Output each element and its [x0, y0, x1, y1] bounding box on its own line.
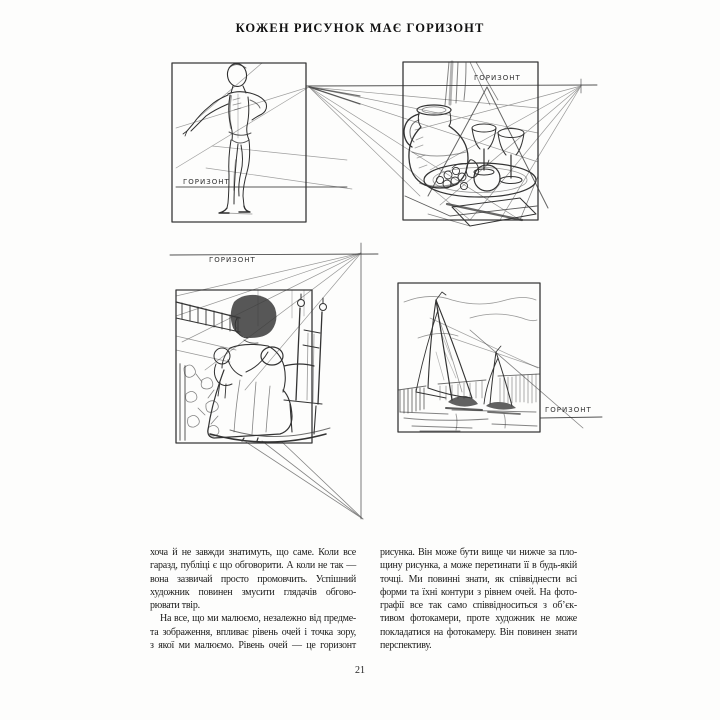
sketch-still-life: [306, 62, 597, 226]
text-line: точці. Ми повинні знати, як співвіднести всі: [380, 573, 577, 585]
text-line: перспективу.: [380, 640, 432, 652]
text-column-right: [380, 546, 577, 652]
page-title: КОЖЕН РИСУНОК МАЄ ГОРИЗОНТ: [235, 21, 485, 35]
text-line: художник повинен змусити глядачів обгово-: [150, 586, 356, 598]
sketch-standing-figure: [176, 62, 352, 214]
text-line: форми та їхні контури з рівнем очей. На фото-: [380, 586, 577, 598]
text-column-left: [150, 546, 356, 652]
text-line: хоча й не завжди знатимуть, що саме. Коли все: [150, 547, 356, 558]
horizon-label-standing-figure: ГОРИЗОНТ: [183, 178, 230, 186]
text-line: щину рисунка, а може перетинати її в будь-якій: [380, 560, 577, 572]
text-line: та зображення, впливає рівень очей і точка зору,: [150, 626, 356, 638]
body-text: [150, 546, 577, 652]
text-line: На все, що ми малюємо, незалежно від предме-: [160, 613, 356, 625]
horizon-label-seated-woman: ГОРИЗОНТ: [209, 256, 256, 264]
text-line: рисунка. Він може бути вище чи нижче за пло-: [380, 547, 577, 558]
text-line: покладатися на фотокамеру. Він повинен знати: [380, 626, 577, 638]
text-line: графії все так само співвідноситься з об’єк-: [380, 600, 577, 612]
figure-frames: [172, 62, 540, 443]
text-line: рювати твір.: [150, 600, 200, 612]
page-number: 21: [355, 665, 365, 676]
text-line: з якої ми малюємо. Рівень очей — це горизонт: [150, 640, 356, 652]
text-line: гаразд, публіці є що обговорити. А коли не так —: [150, 560, 356, 572]
sketch-seated-woman: [170, 243, 378, 519]
horizon-label-sailboats: ГОРИЗОНТ: [545, 406, 592, 414]
text-line: тивом фотокамери, проте художник не може: [380, 613, 577, 625]
horizon-label-still-life: ГОРИЗОНТ: [474, 74, 521, 82]
text-line: вона зазвичай просто промовчить. Успішний: [150, 573, 356, 585]
